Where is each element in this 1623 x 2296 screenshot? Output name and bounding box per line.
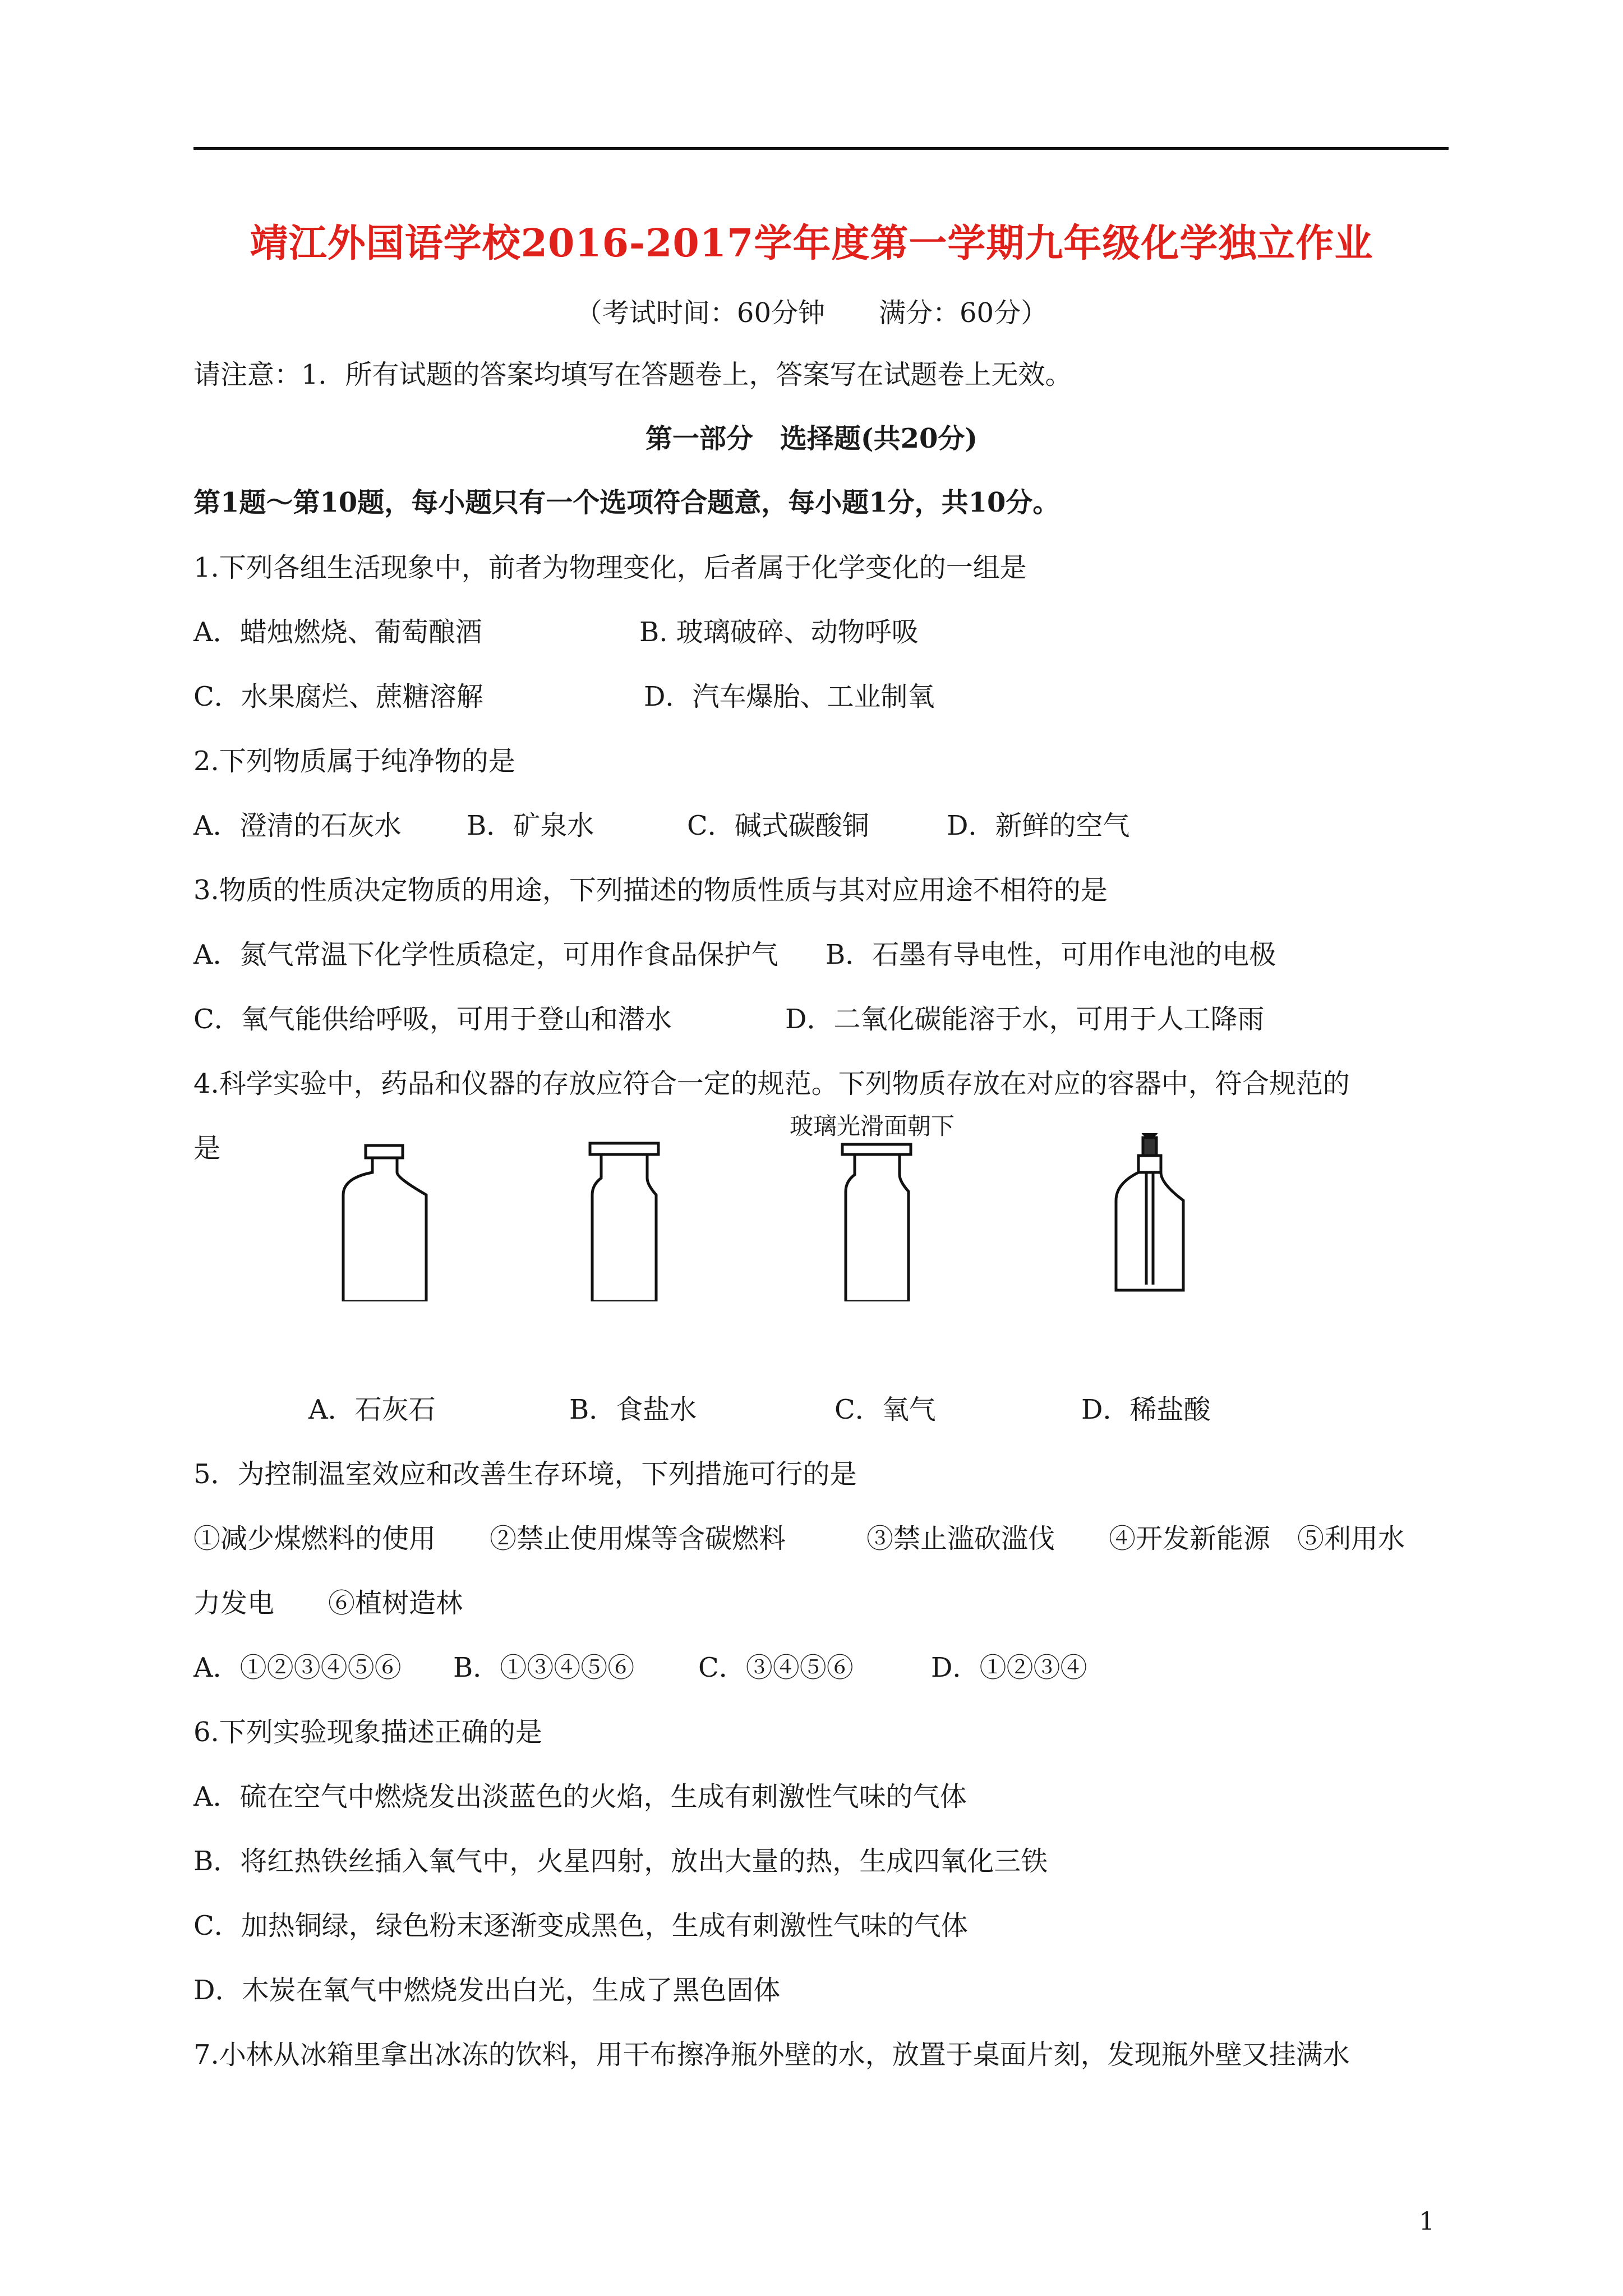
question-5-option-b: B．①③④⑤⑥	[453, 1652, 635, 1683]
question-4-option-a: A．石灰石	[308, 1394, 436, 1425]
question-2-option-c: C．碱式碳酸铜	[687, 810, 869, 841]
bottle-a-icon	[343, 1145, 426, 1301]
bottle-figures	[0, 1133, 1623, 1301]
question-5-measures-cont: 力发电 ⑥植树造林	[193, 1588, 463, 1619]
page-number: 1	[1419, 2207, 1435, 2236]
question-6-option-d: D．木炭在氧气中燃烧发出白光，生成了黑色固体	[193, 1975, 781, 2006]
question-2-stem: 2.下列物质属于纯净物的是	[193, 746, 515, 777]
question-4-stem-end: 是	[193, 1133, 221, 1164]
exam-title: 靖江外国语学校2016-2017学年度第一学期九年级化学独立作业	[250, 221, 1373, 266]
question-5-measures: ①减少煤燃料的使用 ②禁止使用煤等含碳燃料 ③禁止滥砍滥伐 ④开发新能源 ⑤利用水	[193, 1523, 1405, 1554]
question-4-stem: 4.科学实验中，药品和仪器的存放应符合一定的规范。下列物质存放在对应的容器中，符合规范的	[193, 1068, 1350, 1099]
question-5-option-c: C．③④⑤⑥	[698, 1652, 854, 1683]
question-3-option-c: C．氧气能供给呼吸，可用于登山和潜水	[193, 1004, 672, 1035]
question-3-option-a: A．氮气常温下化学性质稳定，可用作食品保护气	[193, 939, 778, 970]
exam-info: （考试时间：60分钟 满分：60分）	[575, 297, 1048, 329]
question-2-option-a: A．澄清的石灰水	[193, 810, 402, 841]
question-5-option-a: A．①②③④⑤⑥	[193, 1652, 402, 1683]
question-1-option-c: C．水果腐烂、蔗糖溶解	[193, 681, 483, 712]
question-1-option-d: D．汽车爆胎、工业制氧	[644, 681, 935, 712]
bottle-d-icon	[1116, 1133, 1183, 1290]
question-1-option-b: B. 玻璃破碎、动物呼吸	[639, 616, 919, 648]
question-2-option-b: B．矿泉水	[467, 810, 594, 841]
glass-smooth-side-label: 玻璃光滑面朝下	[790, 1112, 955, 1140]
bottle-b-icon	[590, 1143, 658, 1301]
question-4-option-d: D．稀盐酸	[1081, 1394, 1211, 1425]
question-4-option-c: C．氧气	[834, 1394, 936, 1425]
notice: 请注意：1．所有试题的答案均填写在答题卷上，答案写在试题卷上无效。	[193, 359, 1072, 390]
section-instruction: 第1题～第10题，每小题只有一个选项符合题意，每小题1分，共10分。	[193, 487, 1060, 518]
question-1-stem: 1.下列各组生活现象中，前者为物理变化，后者属于化学变化的一组是	[193, 552, 1027, 583]
question-5-option-d: D．①②③④	[931, 1652, 1087, 1683]
question-2-option-d: D．新鲜的空气	[947, 810, 1130, 841]
question-3-option-d: D．二氧化碳能溶于水，可用于人工降雨	[785, 1004, 1265, 1035]
question-1-option-a: A．蜡烛燃烧、葡萄酿酒	[193, 616, 482, 648]
question-3-option-b: B．石墨有导电性，可用作电池的电极	[826, 939, 1276, 970]
question-6-stem: 6.下列实验现象描述正确的是	[193, 1717, 542, 1748]
question-4-option-b: B．食盐水	[569, 1394, 697, 1425]
section-title: 第一部分 选择题(共20分)	[645, 423, 978, 454]
question-6-option-c: C．加热铜绿，绿色粉末逐渐变成黑色，生成有刺激性气味的气体	[193, 1910, 968, 1941]
question-5-stem: 5．为控制温室效应和改善生存环境，下列措施可行的是	[193, 1458, 857, 1490]
question-6-option-b: B．将红热铁丝插入氧气中，火星四射，放出大量的热，生成四氧化三铁	[193, 1846, 1048, 1877]
bottle-c-icon	[842, 1144, 911, 1301]
question-6-option-a: A．硫在空气中燃烧发出淡蓝色的火焰，生成有刺激性气味的气体	[193, 1781, 967, 1812]
question-3-stem: 3.物质的性质决定物质的用途，下列描述的物质性质与其对应用途不相符的是	[193, 875, 1108, 906]
question-7-stem: 7.小林从冰箱里拿出冰冻的饮料，用干布擦净瓶外壁的水，放置于桌面片刻，发现瓶外壁又挂满水	[193, 2039, 1350, 2070]
header-rule	[193, 147, 1449, 150]
